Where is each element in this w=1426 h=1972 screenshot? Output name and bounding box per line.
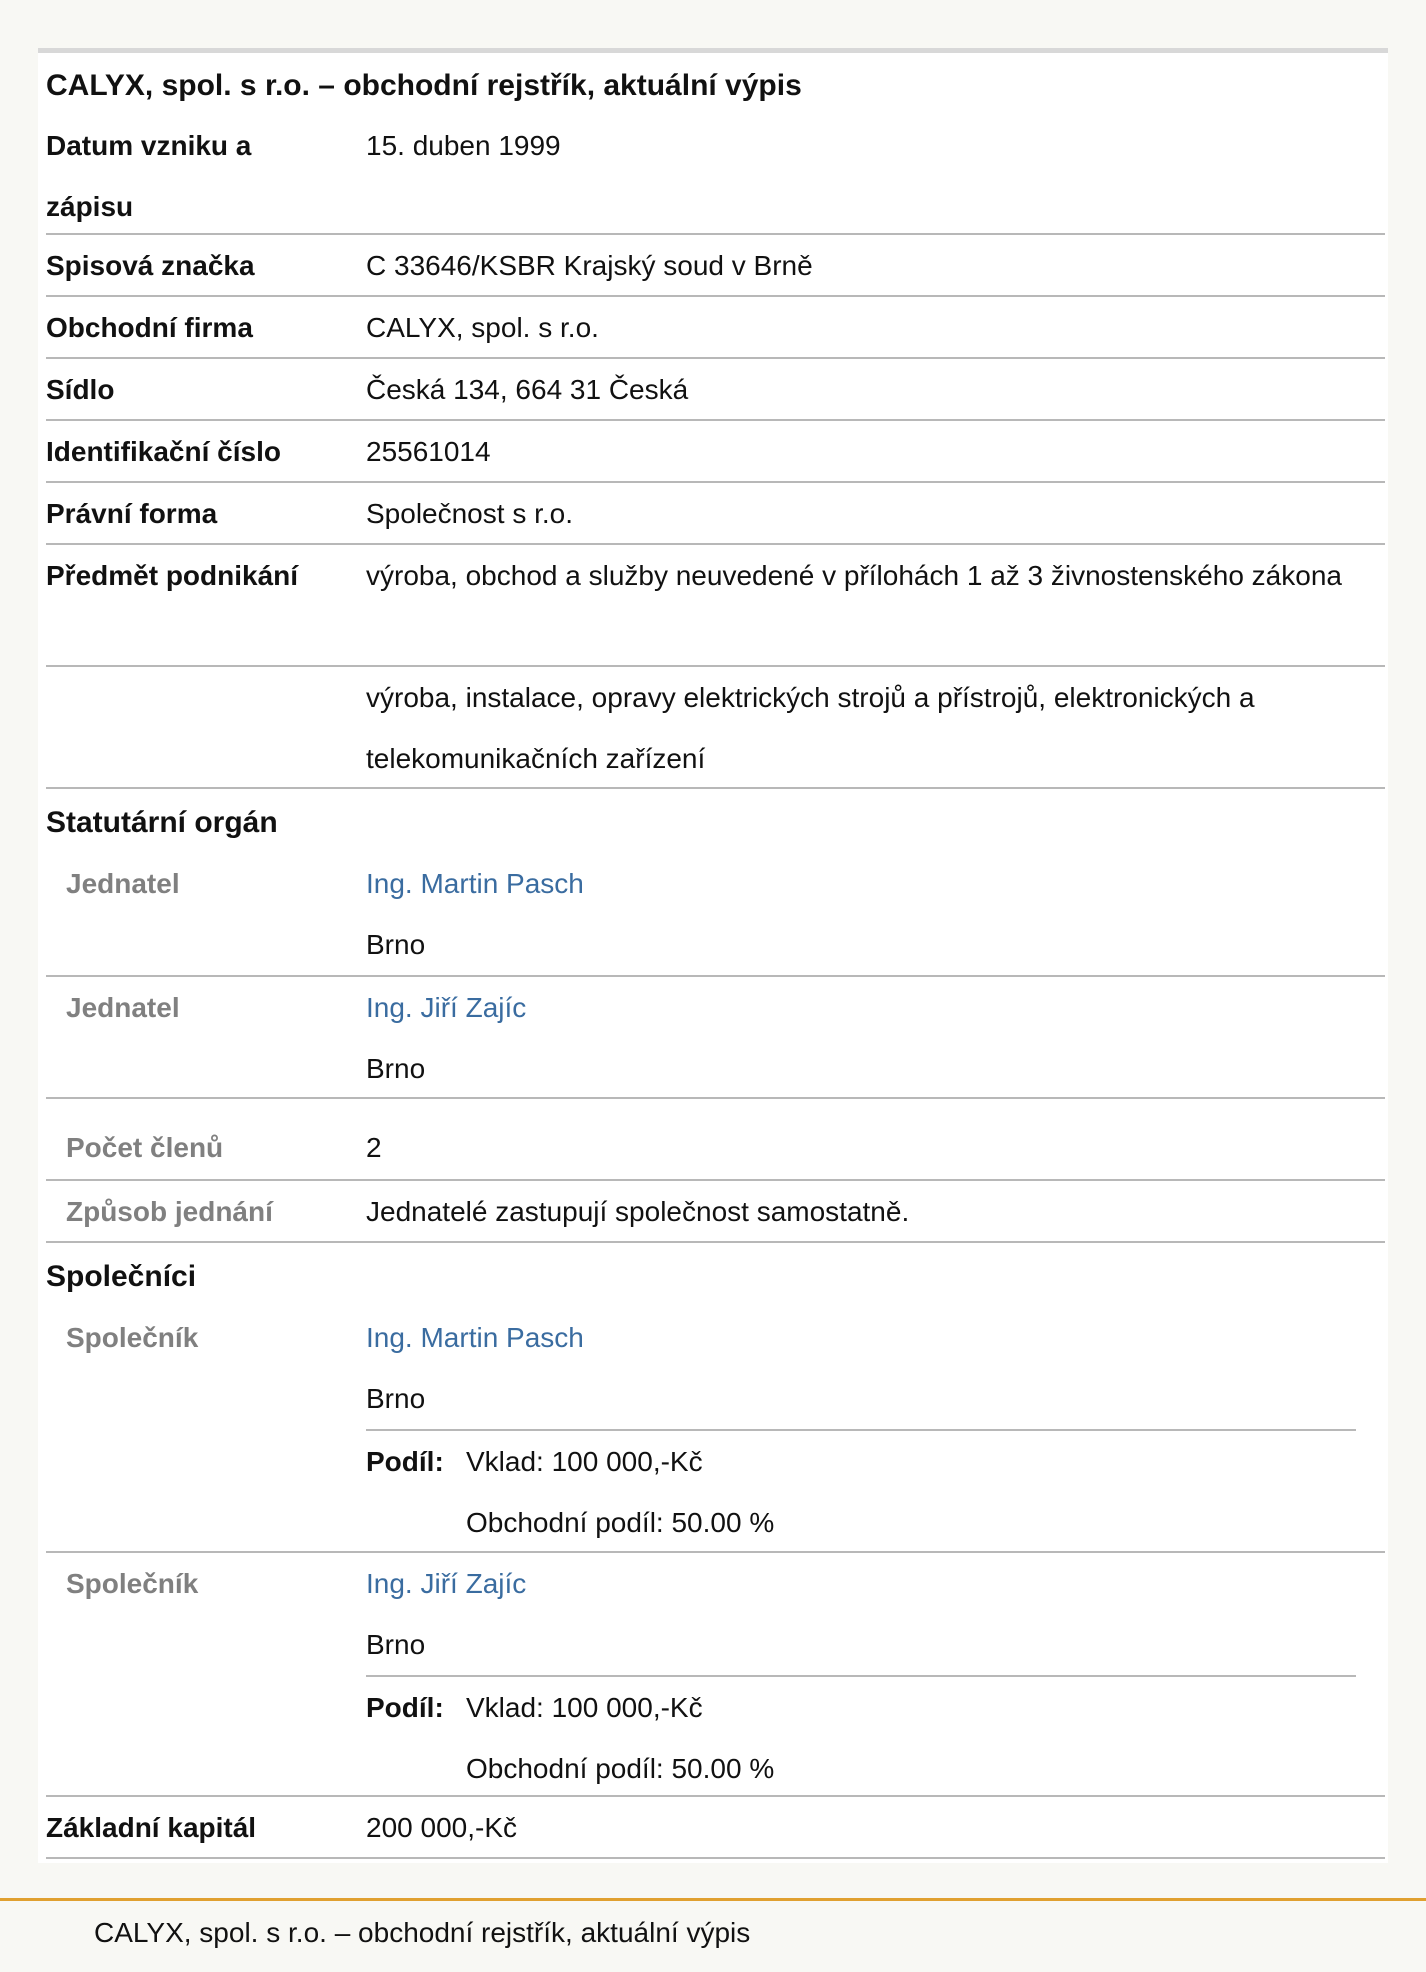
partner-name-link[interactable]: Ing. Jiří Zajíc	[366, 1568, 527, 1599]
row-label: Způsob jednání	[66, 1196, 273, 1227]
row-label: Sídlo	[46, 374, 115, 405]
row-value: 15. duben 1999	[366, 130, 561, 161]
partner-role: Společník	[66, 1568, 199, 1599]
section-heading-statutarni-organ: Statutární orgán	[46, 806, 278, 839]
footer-caption: CALYX, spol. s r.o. – obchodní rejstřík, aktuální výpis	[94, 1917, 751, 1948]
row-value: Česká 134, 664 31 Česká	[366, 374, 689, 405]
row-label: Obchodní firma	[46, 312, 253, 343]
member-name-link[interactable]: Ing. Martin Pasch	[366, 868, 584, 899]
row-label: Předmět podnikání	[46, 560, 299, 591]
member-role: Jednatel	[66, 868, 180, 899]
row-value: Jednatelé zastupují společnost samostatně.	[366, 1196, 910, 1227]
row-label: Právní forma	[46, 498, 218, 529]
partner-city: Brno	[366, 1383, 426, 1414]
statutarni-member	[46, 977, 1385, 1099]
partner-entry	[46, 1307, 1385, 1553]
partner-details	[366, 1307, 1376, 1429]
row-label: Základní kapitál	[46, 1812, 257, 1843]
row-value: 200 000,-Kč	[366, 1812, 517, 1843]
member-city: Brno	[366, 929, 426, 960]
share-obchodni-podil: Obchodní podíl: 50.00 %	[466, 1507, 775, 1538]
row-value: 25561014	[366, 436, 491, 467]
row-value: výroba, obchod a služby neuvedené v přílohách 1 až 3 živnostenského zákona	[366, 560, 1342, 591]
partner-share	[366, 1429, 1356, 1553]
share-label: Podíl:	[366, 1446, 444, 1477]
row-label: Datum vzniku a zápisu	[46, 130, 252, 222]
row-value: C 33646/KSBR Krajský soud v Brně	[366, 250, 813, 281]
register-extract	[38, 48, 1388, 1863]
row-label: Spisová značka	[46, 250, 255, 281]
section-heading-spolecnici: Společníci	[46, 1260, 197, 1293]
member-city: Brno	[366, 1053, 426, 1084]
share-vklad: Vklad: 100 000,-Kč	[466, 1692, 703, 1723]
partner-share	[366, 1675, 1356, 1797]
share-vklad: Vklad: 100 000,-Kč	[466, 1446, 703, 1477]
share-details	[466, 1431, 774, 1553]
member-name-link[interactable]: Ing. Jiří Zajíc	[366, 992, 527, 1023]
row-identifikacni-cislo	[46, 421, 1385, 483]
page-title: CALYX, spol. s r.o. – obchodní rejstřík, aktuální výpis	[46, 69, 802, 102]
member-details	[366, 977, 1376, 1099]
row-predmet-podnikani	[46, 545, 1385, 667]
share-details	[466, 1677, 774, 1799]
row-pravni-forma	[46, 483, 1385, 545]
row-zakladni-kapital	[46, 1797, 1385, 1859]
row-pocet-clenu	[46, 1099, 1385, 1181]
row-label: Identifikační číslo	[46, 436, 281, 467]
row-obchodni-firma	[46, 297, 1385, 359]
footer-divider	[0, 1898, 1426, 1901]
partner-role: Společník	[66, 1322, 199, 1353]
row-value: Společnost s r.o.	[366, 498, 574, 529]
row-value: výroba, instalace, opravy elektrických strojů a přístrojů, elektronických a telekomunikačních zařízení	[366, 682, 1255, 774]
partner-city: Brno	[366, 1629, 426, 1660]
partner-details	[366, 1553, 1376, 1675]
share-obchodni-podil: Obchodní podíl: 50.00 %	[466, 1753, 775, 1784]
row-label: Počet členů	[66, 1132, 224, 1163]
member-details	[366, 853, 1376, 975]
row-predmet-podnikani-2	[46, 667, 1385, 789]
row-zpusob-jednani	[46, 1181, 1385, 1243]
row-spisova-znacka	[46, 235, 1385, 297]
partner-name-link[interactable]: Ing. Martin Pasch	[366, 1322, 584, 1353]
row-datum-vzniku	[46, 115, 1385, 235]
row-sidlo	[46, 359, 1385, 421]
share-label: Podíl:	[366, 1692, 444, 1723]
row-value: CALYX, spol. s r.o.	[366, 312, 599, 343]
statutarni-member	[46, 853, 1385, 977]
member-role: Jednatel	[66, 992, 180, 1023]
row-value: 2	[366, 1132, 382, 1163]
partner-entry	[46, 1553, 1385, 1797]
